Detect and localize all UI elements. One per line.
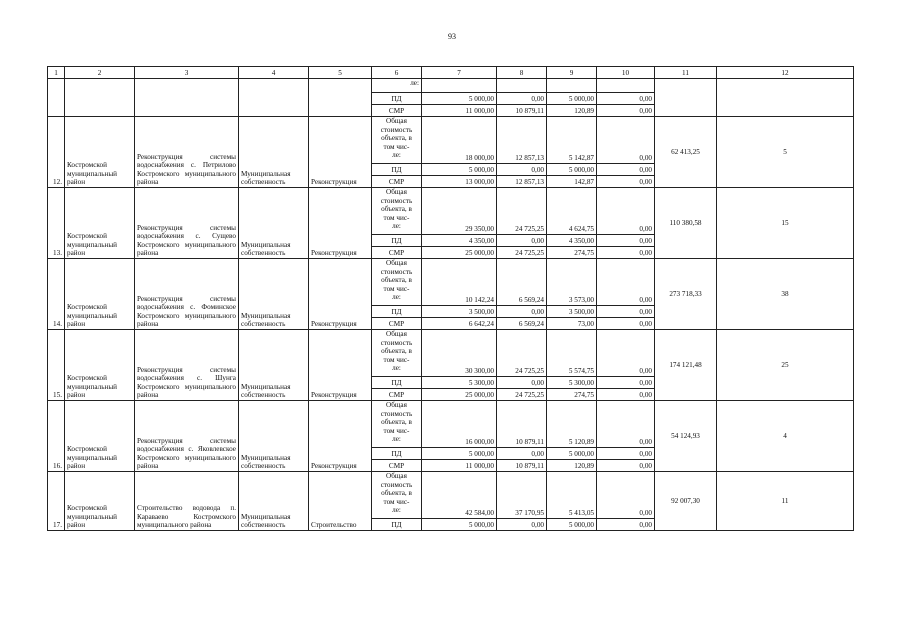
- cost-type-label: ПД: [372, 93, 422, 105]
- object-row: [48, 259, 854, 306]
- work-type: Реконструкция: [309, 259, 372, 330]
- value-v9: 4 350,00: [547, 235, 597, 247]
- value-v9: 5 300,00: [547, 377, 597, 389]
- value-v8: 0,00: [497, 448, 547, 460]
- value-v7: 11 000,00: [422, 105, 497, 117]
- object-name: Строительство водовода п. Караваево Костромского муниципального района: [135, 472, 239, 531]
- value-v8: 37 170,95: [497, 472, 547, 519]
- value-v12: 5: [717, 117, 854, 188]
- value-v8: 0,00: [497, 93, 547, 105]
- object-row: [48, 472, 854, 519]
- row-index: 13.: [48, 188, 65, 259]
- value-v9: 5 413,05: [547, 472, 597, 519]
- value-v8: 10 879,11: [497, 401, 547, 448]
- value-v11: 273 718,33: [655, 259, 717, 330]
- cost-label: Общая стоимость объекта, в том чис- ле:: [372, 401, 422, 448]
- value-v8: 24 725,25: [497, 188, 547, 235]
- investment-objects-table: [47, 66, 854, 531]
- value-v10: 0,00: [597, 176, 655, 188]
- value-v9: 5 000,00: [547, 519, 597, 531]
- cost-type-label: СМР: [372, 460, 422, 472]
- value-v12: 15: [717, 188, 854, 259]
- value-v10: 0,00: [597, 472, 655, 519]
- district-name: Костромской муниципальный район: [65, 188, 135, 259]
- value-v7: 25 000,00: [422, 247, 497, 259]
- value-v7: 18 000,00: [422, 117, 497, 164]
- cost-label: ле:: [372, 79, 422, 93]
- column-number-row: [48, 67, 854, 79]
- cost-label: Общая стоимость объекта, в том чис- ле:: [372, 188, 422, 235]
- value-v7: 25 000,00: [422, 389, 497, 401]
- value-v9: 120,89: [547, 460, 597, 472]
- value-v10: 0,00: [597, 330, 655, 377]
- cost-type-label: ПД: [372, 306, 422, 318]
- district-name: Костромской муниципальный район: [65, 401, 135, 472]
- value-v8: 24 725,25: [497, 247, 547, 259]
- empty-cell: [48, 79, 65, 117]
- column-number: 4: [239, 67, 309, 79]
- value-v8: 0,00: [497, 377, 547, 389]
- cost-type-label: СМР: [372, 105, 422, 117]
- column-number: 1: [48, 67, 65, 79]
- value-v10: 0,00: [597, 188, 655, 235]
- cost-type-label: ПД: [372, 164, 422, 176]
- cost-type-label: ПД: [372, 448, 422, 460]
- object-name: Реконструкция системы водоснабжения с. Шунга Костромского муниципального района: [135, 330, 239, 401]
- value-v8: 6 569,24: [497, 259, 547, 306]
- value-v9: 274,75: [547, 389, 597, 401]
- cost-type-label: ПД: [372, 235, 422, 247]
- object-row: [48, 330, 854, 377]
- value-v9: 5 574,75: [547, 330, 597, 377]
- value-v10: 0,00: [597, 389, 655, 401]
- empty-cell: [597, 79, 655, 93]
- value-v10: 0,00: [597, 247, 655, 259]
- value-v7: 4 350,00: [422, 235, 497, 247]
- cost-label: Общая стоимость объекта, в том чис- ле:: [372, 472, 422, 519]
- district-name: Костромской муниципальный район: [65, 259, 135, 330]
- value-v9: 5 142,87: [547, 117, 597, 164]
- row-index: 17.: [48, 472, 65, 531]
- empty-cell: [655, 79, 717, 117]
- value-v7: 5 000,00: [422, 93, 497, 105]
- value-v10: 0,00: [597, 448, 655, 460]
- value-v7: 13 000,00: [422, 176, 497, 188]
- object-name: Реконструкция системы водоснабжения с. Фоминское Костромского муниципального района: [135, 259, 239, 330]
- column-number: 5: [309, 67, 372, 79]
- value-v7: 42 584,00: [422, 472, 497, 519]
- value-v10: 0,00: [597, 519, 655, 531]
- value-v10: 0,00: [597, 401, 655, 448]
- column-number: 3: [135, 67, 239, 79]
- value-v7: 5 000,00: [422, 164, 497, 176]
- cost-type-label: ПД: [372, 377, 422, 389]
- value-v10: 0,00: [597, 164, 655, 176]
- value-v9: 3 500,00: [547, 306, 597, 318]
- column-number: 2: [65, 67, 135, 79]
- row-index: 16.: [48, 401, 65, 472]
- value-v7: 16 000,00: [422, 401, 497, 448]
- value-v8: 0,00: [497, 235, 547, 247]
- value-v8: 0,00: [497, 519, 547, 531]
- column-number: 10: [597, 67, 655, 79]
- empty-cell: [547, 79, 597, 93]
- empty-cell: [422, 79, 497, 93]
- value-v8: 12 857,13: [497, 117, 547, 164]
- value-v9: 120,89: [547, 105, 597, 117]
- object-row: [48, 401, 854, 448]
- district-name: Костромской муниципальный район: [65, 117, 135, 188]
- empty-cell: [239, 79, 309, 117]
- value-v9: 4 624,75: [547, 188, 597, 235]
- cost-type-label: СМР: [372, 389, 422, 401]
- value-v11: 174 121,48: [655, 330, 717, 401]
- value-v8: 0,00: [497, 164, 547, 176]
- ownership-type: Муниципальная собственность: [239, 188, 309, 259]
- object-name: Реконструкция системы водоснабжения с. Сущево Костромского муниципального района: [135, 188, 239, 259]
- work-type: Реконструкция: [309, 117, 372, 188]
- value-v11: 110 380,58: [655, 188, 717, 259]
- value-v10: 0,00: [597, 318, 655, 330]
- cost-label: Общая стоимость объекта, в том чис- ле:: [372, 259, 422, 306]
- row-index: 15.: [48, 330, 65, 401]
- ownership-type: Муниципальная собственность: [239, 401, 309, 472]
- value-v7: 6 642,24: [422, 318, 497, 330]
- value-v10: 0,00: [597, 377, 655, 389]
- ownership-type: Муниципальная собственность: [239, 259, 309, 330]
- value-v9: 274,75: [547, 247, 597, 259]
- cost-type-label: СМР: [372, 318, 422, 330]
- carry-over-row: [48, 79, 854, 93]
- row-index: 14.: [48, 259, 65, 330]
- value-v10: 0,00: [597, 259, 655, 306]
- value-v7: 11 000,00: [422, 460, 497, 472]
- object-name: Реконструкция системы водоснабжения с. Петрилово Костромского муниципального района: [135, 117, 239, 188]
- empty-cell: [309, 79, 372, 117]
- column-number: 9: [547, 67, 597, 79]
- ownership-type: Муниципальная собственность: [239, 472, 309, 531]
- cost-label: Общая стоимость объекта, в том чис- ле:: [372, 330, 422, 377]
- cost-type-label: СМР: [372, 176, 422, 188]
- value-v8: 12 857,13: [497, 176, 547, 188]
- column-number: 6: [372, 67, 422, 79]
- column-number: 8: [497, 67, 547, 79]
- work-type: Реконструкция: [309, 330, 372, 401]
- value-v11: 62 413,25: [655, 117, 717, 188]
- empty-cell: [65, 79, 135, 117]
- value-v9: 142,87: [547, 176, 597, 188]
- empty-cell: [497, 79, 547, 93]
- value-v11: 54 124,93: [655, 401, 717, 472]
- value-v12: 4: [717, 401, 854, 472]
- value-v7: 5 000,00: [422, 519, 497, 531]
- value-v10: 0,00: [597, 235, 655, 247]
- object-name: Реконструкция системы водоснабжения с. Яковлевское Костромского муниципального района: [135, 401, 239, 472]
- value-v9: 5 120,89: [547, 401, 597, 448]
- value-v10: 0,00: [597, 306, 655, 318]
- value-v7: 5 300,00: [422, 377, 497, 389]
- district-name: Костромской муниципальный район: [65, 472, 135, 531]
- value-v9: 73,00: [547, 318, 597, 330]
- value-v12: 11: [717, 472, 854, 531]
- value-v9: 5 000,00: [547, 448, 597, 460]
- ownership-type: Муниципальная собственность: [239, 330, 309, 401]
- object-row: [48, 117, 854, 164]
- row-index: 12.: [48, 117, 65, 188]
- ownership-type: Муниципальная собственность: [239, 117, 309, 188]
- value-v8: 6 569,24: [497, 318, 547, 330]
- value-v8: 24 725,25: [497, 330, 547, 377]
- value-v8: 0,00: [497, 306, 547, 318]
- column-number: 7: [422, 67, 497, 79]
- empty-cell: [717, 79, 854, 117]
- cost-type-label: СМР: [372, 247, 422, 259]
- value-v10: 0,00: [597, 117, 655, 164]
- value-v9: 5 000,00: [547, 164, 597, 176]
- cost-type-label: ПД: [372, 519, 422, 531]
- value-v11: 92 007,30: [655, 472, 717, 531]
- work-type: Строительство: [309, 472, 372, 531]
- value-v10: 0,00: [597, 105, 655, 117]
- value-v7: 29 350,00: [422, 188, 497, 235]
- value-v12: 25: [717, 330, 854, 401]
- value-v7: 5 000,00: [422, 448, 497, 460]
- work-type: Реконструкция: [309, 401, 372, 472]
- value-v7: 10 142,24: [422, 259, 497, 306]
- value-v9: 5 000,00: [547, 93, 597, 105]
- object-row: [48, 188, 854, 235]
- value-v8: 10 879,11: [497, 460, 547, 472]
- value-v8: 24 725,25: [497, 389, 547, 401]
- value-v10: 0,00: [597, 460, 655, 472]
- value-v12: 38: [717, 259, 854, 330]
- value-v10: 0,00: [597, 93, 655, 105]
- cost-label: Общая стоимость объекта, в том чис- ле:: [372, 117, 422, 164]
- value-v7: 30 300,00: [422, 330, 497, 377]
- column-number: 11: [655, 67, 717, 79]
- column-number: 12: [717, 67, 854, 79]
- page-number: 93: [448, 32, 456, 41]
- empty-cell: [135, 79, 239, 117]
- value-v9: 3 573,00: [547, 259, 597, 306]
- work-type: Реконструкция: [309, 188, 372, 259]
- value-v8: 10 879,11: [497, 105, 547, 117]
- district-name: Костромской муниципальный район: [65, 330, 135, 401]
- value-v7: 3 500,00: [422, 306, 497, 318]
